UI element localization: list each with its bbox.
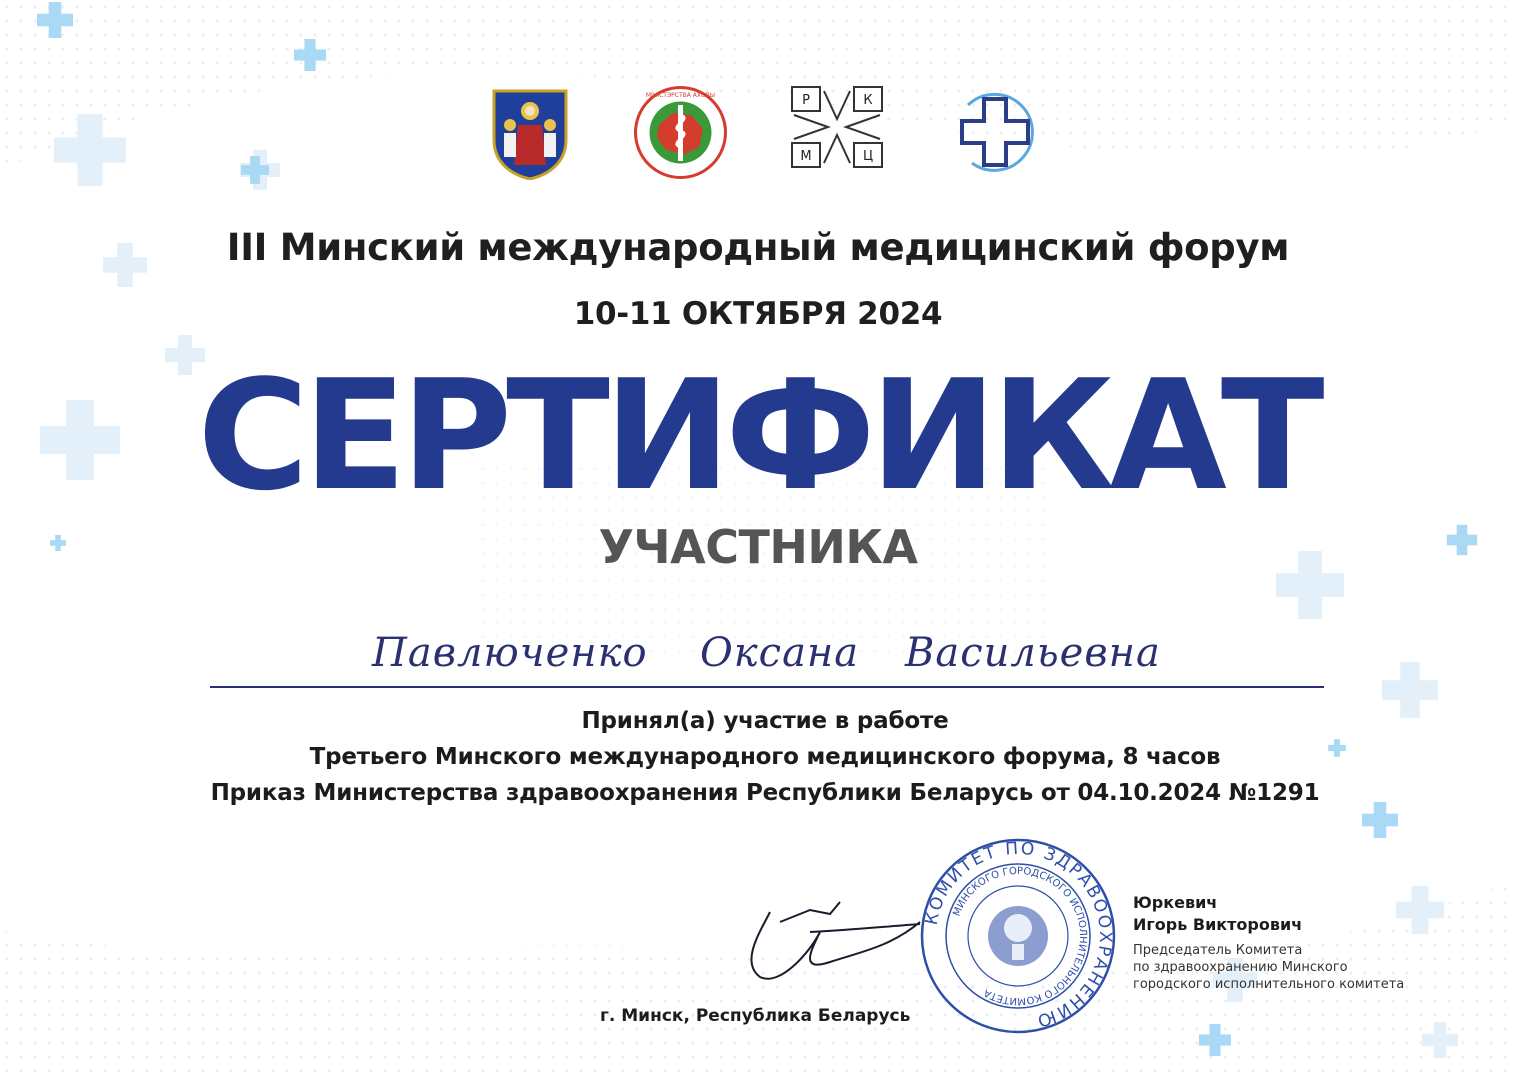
signer-name: Игорь Викторович bbox=[1133, 915, 1303, 934]
signer-position-line-2: по здравоохранению Минского bbox=[1133, 960, 1348, 975]
rkmc-logo-icon bbox=[790, 85, 885, 170]
body-line-3: Приказ Министерства здравоохранения Республики Беларусь от 04.10.2024 №1291 bbox=[210, 780, 1320, 806]
certificate-subtitle: УЧАСТНИКА bbox=[598, 520, 918, 574]
body-line-1: Принял(а) участие в работе bbox=[581, 708, 949, 734]
rkmc-letter-k: К bbox=[863, 93, 873, 108]
name-underline bbox=[210, 686, 1324, 688]
stamp-inner-text: МИНСКОГО ГОРОДСКОГО ИСПОЛНИТЕЛЬНОГО КОМИТЕТА bbox=[951, 865, 1089, 1007]
rkmc-letter-m: М bbox=[800, 149, 812, 164]
forum-title: III Минский международный медицинский форум bbox=[226, 226, 1290, 269]
minsk-coat-of-arms-icon bbox=[490, 85, 570, 180]
stamp-outer-text: КОМИТЕТ ПО ЗДРАВООХРАНЕНИЮ bbox=[921, 838, 1116, 1032]
ministry-of-health-logo-icon bbox=[633, 85, 728, 180]
svg-text:МІНІСТЭРСТВА АХОВЫ: МІНІСТЭРСТВА АХОВЫ bbox=[645, 92, 716, 99]
rkmc-letter-r: Р bbox=[802, 93, 810, 108]
signer-surname: Юркевич bbox=[1133, 893, 1218, 912]
participant-surname: Павлюченко bbox=[372, 630, 648, 676]
body-line-2: Третьего Минского международного медицинского форума, 8 часов bbox=[309, 744, 1221, 770]
rkmc-letter-c: Ц bbox=[862, 149, 874, 164]
certificate-title: СЕРТИФИКАТ bbox=[197, 347, 1319, 524]
participant-patronymic: Васильевна bbox=[905, 630, 1161, 676]
participant-name: Оксана bbox=[700, 630, 860, 676]
signer-position-line-1: Председатель Комитета bbox=[1133, 943, 1303, 958]
medical-cross-logo-icon bbox=[948, 85, 1043, 180]
forum-dates: 10-11 ОКТЯБРЯ 2024 bbox=[573, 296, 943, 332]
signer-position-line-3: городского исполнительного комитета bbox=[1133, 977, 1405, 992]
city-location: г. Минск, Республика Беларусь bbox=[600, 1006, 911, 1026]
logos-row bbox=[0, 85, 1516, 185]
official-stamp bbox=[918, 836, 1118, 1036]
